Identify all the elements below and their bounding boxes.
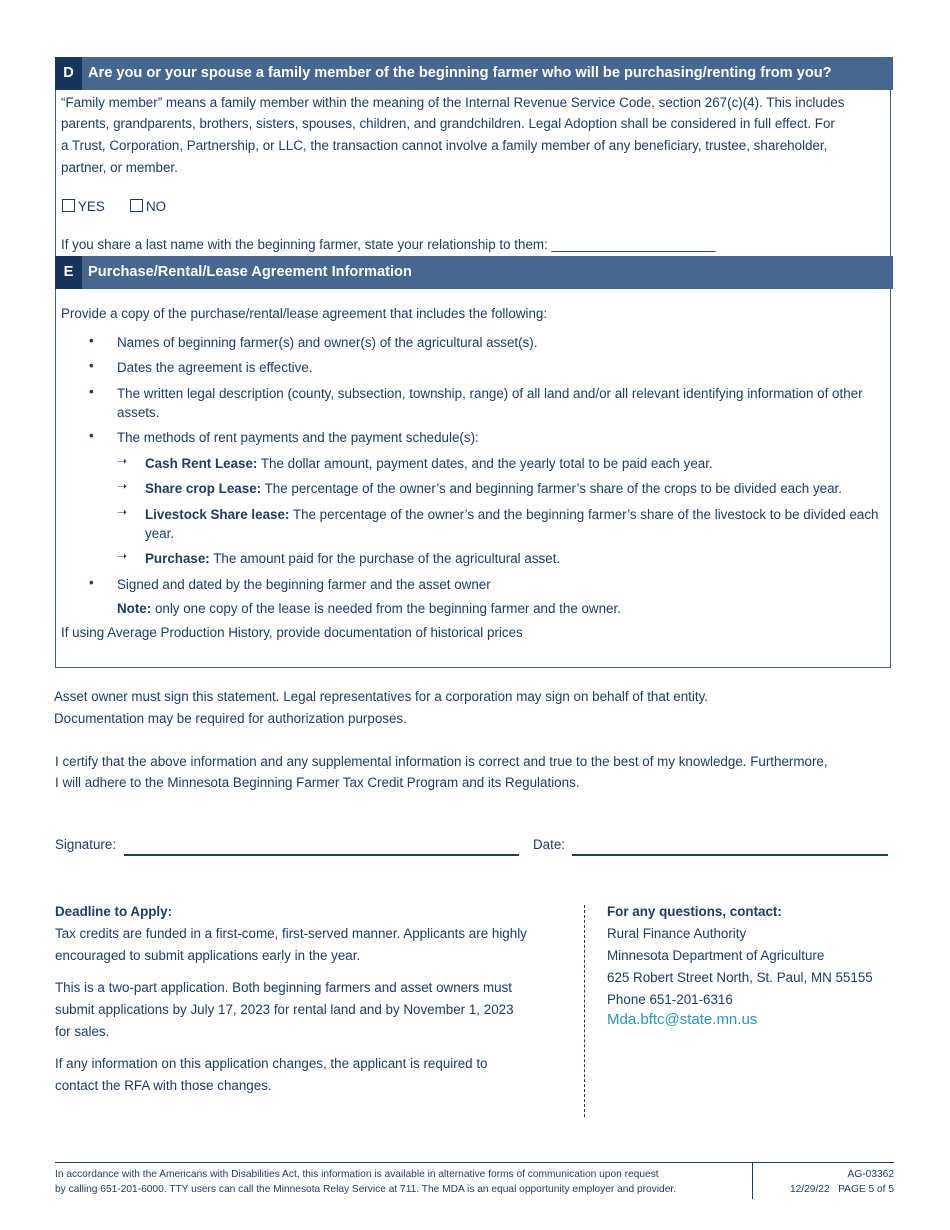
deadline-p2-line-1: This is a two-part application. Both beginning farmers and asset owners must bbox=[55, 980, 512, 995]
form-info bbox=[790, 1167, 894, 1197]
yes-checkbox[interactable] bbox=[62, 199, 75, 212]
deadline-p1-line-1: Tax credits are funded in a first-come, first-served manner. Applicants are highly bbox=[55, 926, 527, 941]
bullet-names: Names of beginning farmer(s) and owner(s) of the agricultural asset(s). bbox=[117, 335, 538, 350]
cash-rent-term: Cash Rent Lease: bbox=[145, 456, 258, 471]
deadline-p1-line-2: encouraged to submit applications early in the year. bbox=[55, 948, 361, 963]
ada-notice-line-2: by calling 651-201-6000. TTY users can call the Minnesota Relay Service at 711. The MDA is an equal opportunity employer and provider. bbox=[55, 1184, 677, 1195]
signature-line[interactable] bbox=[124, 854, 519, 856]
section-e-letter: E bbox=[55, 256, 82, 289]
livestock-share-item bbox=[145, 505, 890, 543]
date-label: Date: bbox=[533, 837, 566, 852]
form-date: 12/29/22 bbox=[789, 1184, 830, 1195]
deadline-heading: Deadline to Apply: bbox=[55, 904, 173, 919]
relationship-prompt: If you share a last name with the beginning farmer, state your relationship to them: bbox=[61, 237, 548, 252]
form-date-page bbox=[790, 1182, 894, 1197]
contact-dept: Minnesota Department of Agriculture bbox=[607, 948, 825, 963]
deadline-p2-line-3: for sales. bbox=[55, 1024, 110, 1039]
footer-rule bbox=[55, 1162, 894, 1163]
family-definition-line-2: parents, grandparents, brothers, sisters, spouses, children, and grandchildren. Legal Adoption shall be considered in full effect. For bbox=[61, 116, 835, 131]
contact-phone: Phone 651-201-6316 bbox=[607, 992, 733, 1007]
bullet-icon: • bbox=[89, 358, 94, 373]
livestock-share-text: The percentage of the owner’s and the beginning farmer’s share of the livestock to be divided each year. bbox=[145, 507, 879, 541]
agreement-intro: Provide a copy of the purchase/rental/lease agreement that includes the following: bbox=[61, 306, 548, 321]
ada-notice-line-1: In accordance with the Americans with Disabilities Act, this information is available in alternative forms of communication upon request bbox=[55, 1169, 659, 1180]
bullet-icon: • bbox=[89, 384, 94, 399]
owner-sign-line-2: Documentation may be required for authorization purposes. bbox=[54, 711, 407, 726]
date-line[interactable] bbox=[572, 854, 888, 856]
deadline-column bbox=[55, 901, 565, 1097]
arrow-icon: ➝ bbox=[117, 454, 128, 468]
cash-rent-text: The dollar amount, payment dates, and the yearly total to be paid each year. bbox=[257, 456, 713, 471]
arrow-icon: ➝ bbox=[117, 505, 128, 519]
section-d-title: Are you or your spouse a family member of the beginning farmer who will be purchasing/renting from you? bbox=[88, 65, 832, 81]
contact-column bbox=[607, 901, 897, 1029]
purchase-text: The amount paid for the purchase of the agricultural asset. bbox=[209, 551, 561, 566]
no-label: NO bbox=[146, 199, 167, 214]
section-d-header bbox=[55, 57, 893, 90]
arrow-icon: ➝ bbox=[117, 549, 128, 563]
production-history-text: If using Average Production History, provide documentation of historical prices bbox=[61, 625, 523, 640]
bullet-icon: • bbox=[89, 428, 94, 443]
share-crop-item bbox=[145, 479, 890, 498]
owner-sign-line-1: Asset owner must sign this statement. Legal representatives for a corporation may sign on behalf of that entity. bbox=[54, 689, 709, 704]
family-definition-line-1: “Family member” means a family member within the meaning of the Internal Revenue Service Code, section 267(c)(4). This includes bbox=[61, 95, 845, 110]
share-crop-text: The percentage of the owner’s and beginning farmer’s share of the crops to be divided each year. bbox=[261, 481, 842, 496]
section-e-title: Purchase/Rental/Lease Agreement Information bbox=[88, 264, 412, 280]
contact-address: 625 Robert Street North, St. Paul, MN 55155 bbox=[607, 970, 873, 985]
bullet-icon: • bbox=[89, 575, 94, 590]
bullet-icon: • bbox=[89, 333, 94, 348]
purchase-item bbox=[145, 549, 890, 568]
no-option[interactable] bbox=[130, 196, 166, 218]
contact-email-link[interactable]: Mda.bftc@state.mn.us bbox=[607, 1011, 758, 1028]
note-text: only one copy of the lease is needed from the beginning farmer and the owner. bbox=[151, 601, 621, 616]
no-checkbox[interactable] bbox=[130, 199, 143, 212]
contact-heading: For any questions, contact: bbox=[607, 904, 782, 919]
bullet-legal-description: The written legal description (county, subsection, township, range) of all land and/or all relevant identifying information of other assets. bbox=[117, 386, 863, 420]
yes-label: YES bbox=[78, 199, 105, 214]
bullet-payment-methods: The methods of rent payments and the payment schedule(s): bbox=[117, 430, 479, 445]
section-d-letter: D bbox=[55, 57, 82, 90]
certify-line-1: I certify that the above information and any supplemental information is correct and true to the best of my knowledge. Furthermore, bbox=[55, 754, 828, 769]
cash-rent-item bbox=[145, 454, 890, 473]
relationship-row bbox=[61, 234, 715, 256]
family-definition-line-4: partner, or member. bbox=[61, 160, 178, 175]
purchase-term: Purchase: bbox=[145, 551, 210, 566]
deadline-p3-line-1: If any information on this application changes, the applicant is required to bbox=[55, 1056, 488, 1071]
column-divider bbox=[584, 905, 585, 1117]
deadline-p2-line-2: submit applications by July 17, 2023 for rental land and by November 1, 2023 bbox=[55, 1002, 514, 1017]
deadline-p3-line-2: contact the RFA with those changes. bbox=[55, 1078, 272, 1093]
note-label: Note: bbox=[117, 601, 152, 616]
contact-org: Rural Finance Authority bbox=[607, 926, 747, 941]
share-crop-term: Share crop Lease: bbox=[145, 481, 262, 496]
ada-notice bbox=[55, 1167, 676, 1197]
bullet-signed: Signed and dated by the beginning farmer and the asset owner bbox=[117, 577, 491, 592]
section-e-header bbox=[55, 256, 893, 289]
bullet-dates: Dates the agreement is effective. bbox=[117, 360, 313, 375]
relationship-field[interactable]: ______________________ bbox=[551, 237, 716, 252]
footer-divider bbox=[752, 1162, 753, 1199]
signature-label: Signature: bbox=[55, 837, 117, 852]
certify-line-2: I will adhere to the Minnesota Beginning Farmer Tax Credit Program and its Regulations. bbox=[55, 775, 580, 790]
livestock-share-term: Livestock Share lease: bbox=[145, 507, 290, 522]
lease-note bbox=[117, 599, 892, 618]
family-definition-line-3: a Trust, Corporation, Partnership, or LLC, the transaction cannot involve a family member of any beneficiary, trustee, shareholder, bbox=[61, 138, 828, 153]
page-number: PAGE 5 of 5 bbox=[838, 1184, 894, 1195]
form-number: AG-03362 bbox=[847, 1169, 894, 1180]
yes-option[interactable] bbox=[62, 196, 105, 218]
arrow-icon: ➝ bbox=[117, 479, 128, 493]
